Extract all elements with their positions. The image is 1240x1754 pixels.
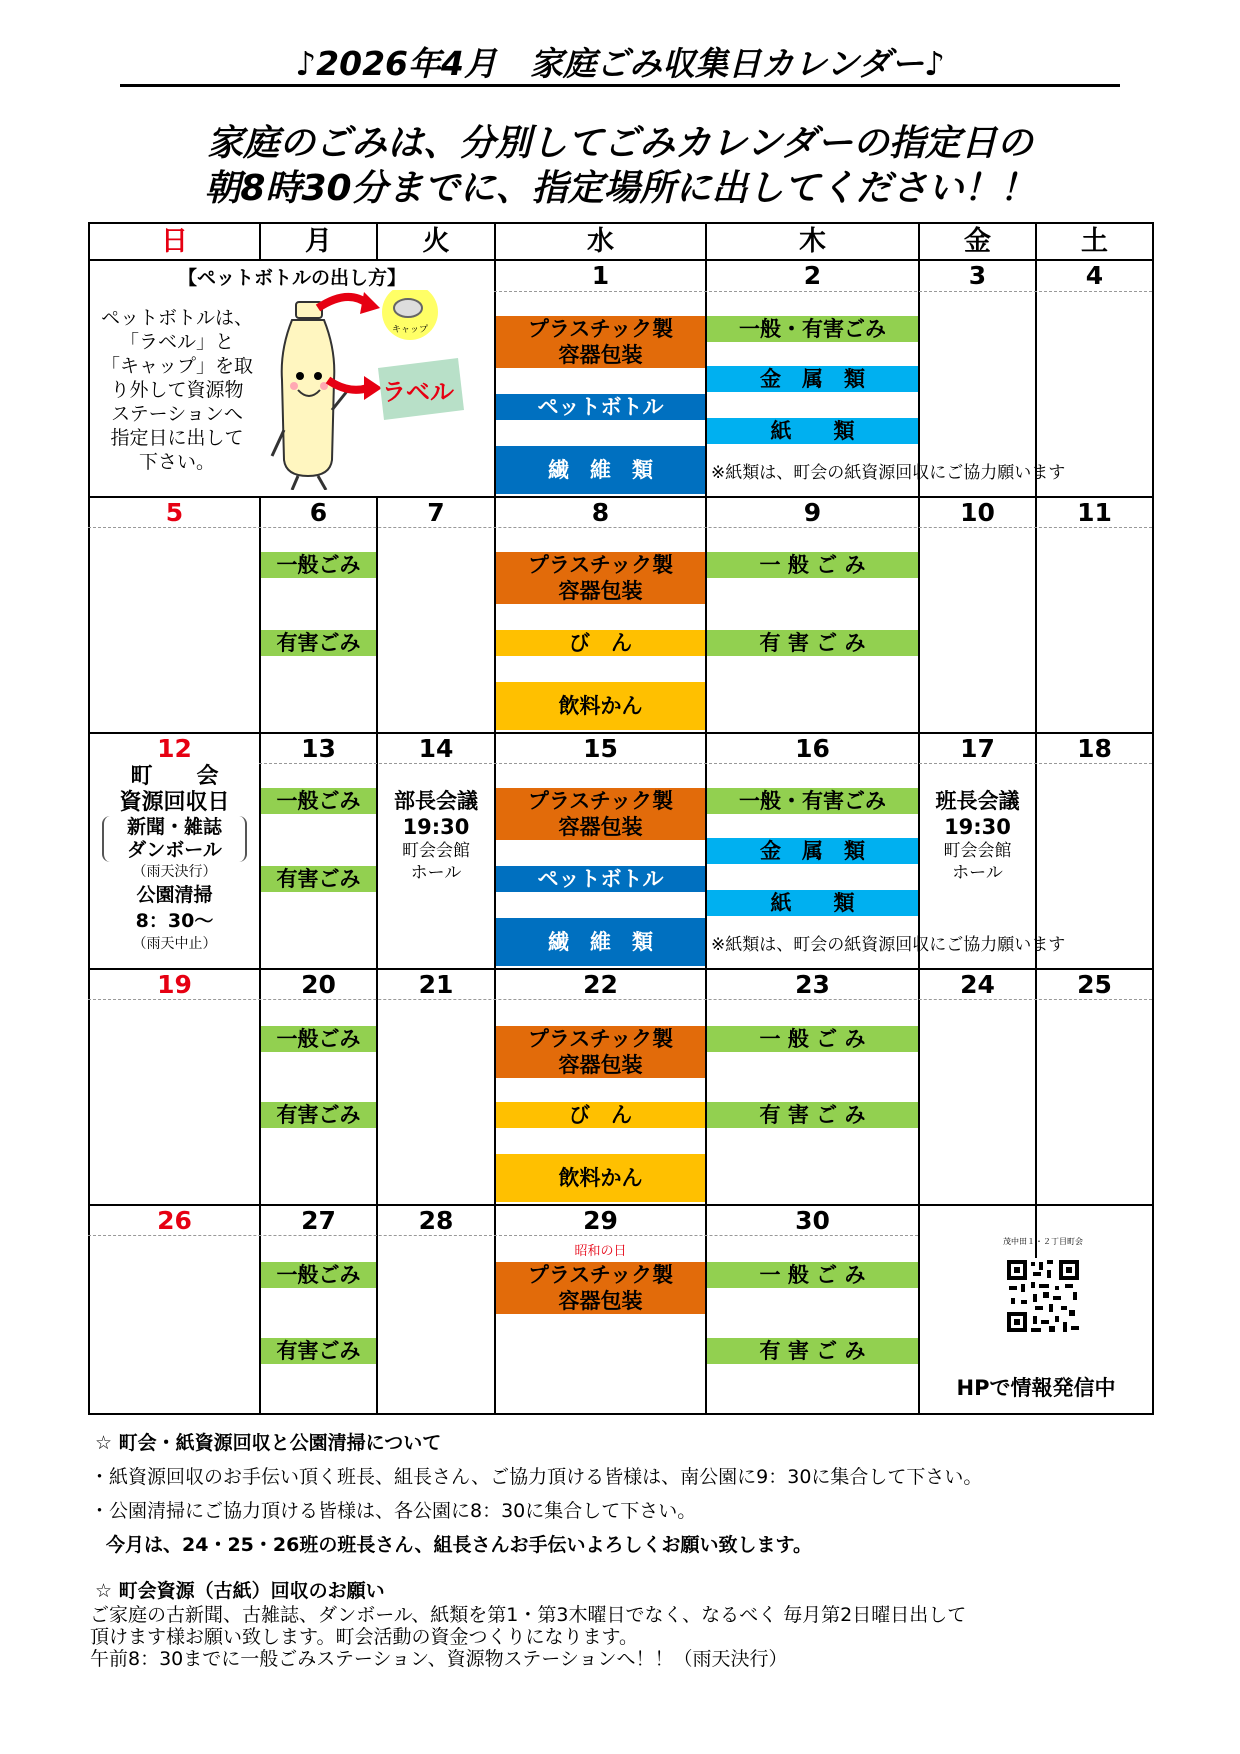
weekday-tue: 火 bbox=[422, 226, 450, 257]
day-30: 30 bbox=[795, 1206, 830, 1235]
qr-block[interactable] bbox=[980, 1236, 1106, 1362]
hazard-band: 有害ごみ bbox=[261, 866, 376, 892]
metal-band: 金 属 類 bbox=[707, 838, 918, 864]
day-13: 13 bbox=[301, 734, 336, 763]
hazard-band: 有害ごみ bbox=[261, 1338, 376, 1364]
day-17: 17 bbox=[960, 734, 995, 763]
day-28: 28 bbox=[418, 1206, 454, 1235]
paper-note: ※紙類は、町会の紙資源回収にご協力願います bbox=[711, 935, 1066, 955]
footer-heading-1: ☆ 町会・紙資源回収と公園清掃について bbox=[95, 1432, 442, 1454]
day-15: 15 bbox=[583, 734, 618, 763]
general-band: 一般ごみ bbox=[261, 788, 376, 814]
day-16: 16 bbox=[795, 734, 830, 763]
hazard-band: 有 害 ご み bbox=[707, 1338, 918, 1364]
resource-event: 町 会 資源回収日 新聞・雑誌 ダンボール （雨天決行） 公園清掃 8：30～ （雨天中止） bbox=[90, 764, 259, 954]
general-band: 一 般 ご み bbox=[707, 1262, 918, 1288]
day-19: 19 bbox=[157, 970, 192, 999]
day-22: 22 bbox=[583, 970, 618, 999]
can-band: 飲料かん bbox=[496, 682, 705, 730]
day-27: 27 bbox=[301, 1206, 336, 1235]
day-7: 7 bbox=[427, 498, 445, 527]
day-18: 18 bbox=[1077, 734, 1112, 763]
day-3: 3 bbox=[968, 261, 987, 290]
plastic-band: プラスチック製 容器包装 bbox=[496, 316, 705, 368]
paper-note: ※紙類は、町会の紙資源回収にご協力願います bbox=[711, 463, 1066, 483]
general-band: 一 般 ご み bbox=[707, 1026, 918, 1052]
fiber-band: 繊 維 類 bbox=[496, 446, 705, 494]
subtitle-line-1: 家庭のごみは、分別してごみカレンダーの指定日の bbox=[207, 123, 1033, 164]
day-20: 20 bbox=[301, 970, 336, 999]
qr-code-icon bbox=[1005, 1258, 1081, 1334]
pet-guide-heading: 【ペットボトルの出し方】 bbox=[177, 267, 406, 289]
paper-band: 紙 類 bbox=[707, 418, 918, 444]
day-8: 8 bbox=[591, 498, 610, 527]
day-14: 14 bbox=[418, 734, 454, 763]
footer-heading-2: ☆ 町会資源（古紙）回収のお願い bbox=[95, 1580, 385, 1602]
bin-band: び ん bbox=[496, 1102, 705, 1128]
general-band: 一般ごみ bbox=[261, 552, 376, 578]
day-6: 6 bbox=[309, 498, 328, 527]
weekday-sat: 土 bbox=[1081, 226, 1108, 257]
weekday-mon: 月 bbox=[305, 226, 332, 257]
pet-bottle-illustration bbox=[268, 290, 490, 490]
general-band: 一般ごみ bbox=[261, 1262, 376, 1288]
day-10: 10 bbox=[960, 498, 995, 527]
bucho-meeting: 部長会議 19:30 町会会館 ホール bbox=[394, 789, 478, 883]
footer-line-6: 午前8：30までに一般ごみステーション、資源物ステーションへ！！（雨天決行） bbox=[90, 1648, 788, 1670]
weekday-sun: 日 bbox=[161, 226, 188, 257]
fiber-band: 繊 維 類 bbox=[496, 918, 705, 966]
footer-line-1: ・紙資源回収のお手伝い頂く班長、組長さん、ご協力頂ける皆様は、南公園に9：30に集合して下さい。 bbox=[90, 1466, 983, 1488]
day-12: 12 bbox=[157, 734, 192, 763]
pet-guide-text: ペットボトルは、 「ラベル」と 「キャップ」を取 り外して資源物 ステーションへ 指定日に出して 下さい。 bbox=[100, 307, 253, 473]
weekday-thu: 木 bbox=[799, 226, 826, 257]
general-hazard-band: 一般・有害ごみ bbox=[707, 316, 918, 342]
hazard-band: 有害ごみ bbox=[261, 1102, 376, 1128]
day-21: 21 bbox=[418, 970, 454, 999]
footer-line-3: 今月は、24・25・26班の班長さん、組長さんお手伝いよろしくお願い致します。 bbox=[106, 1534, 812, 1556]
qr-caption: HPで情報発信中 bbox=[956, 1376, 1116, 1400]
day-2: 2 bbox=[803, 261, 822, 290]
plastic-band: プラスチック製 容器包装 bbox=[496, 1262, 705, 1314]
day-1: 1 bbox=[591, 261, 610, 290]
hazard-band: 有害ごみ bbox=[261, 630, 376, 656]
day-11: 11 bbox=[1077, 498, 1112, 527]
weekday-wed: 水 bbox=[587, 226, 614, 257]
day-25: 25 bbox=[1077, 970, 1112, 999]
general-hazard-band: 一般・有害ごみ bbox=[707, 788, 918, 814]
hancho-meeting: 班長会議 19:30 町会会館 ホール bbox=[935, 789, 1020, 883]
day-5: 5 bbox=[165, 498, 184, 527]
bin-band: び ん bbox=[496, 630, 705, 656]
footer-line-2: ・公園清掃にご協力頂ける皆様は、各公園に8：30に集合して下さい。 bbox=[90, 1500, 697, 1522]
pet-band: ペットボトル bbox=[496, 394, 705, 420]
label-label: ラベル bbox=[382, 378, 454, 406]
day-23: 23 bbox=[795, 970, 830, 999]
day-26: 26 bbox=[157, 1206, 192, 1235]
plastic-band: プラスチック製 容器包装 bbox=[496, 788, 705, 840]
weekday-fri: 金 bbox=[964, 226, 991, 257]
plastic-band: プラスチック製 容器包装 bbox=[496, 1026, 705, 1078]
paper-band: 紙 類 bbox=[707, 890, 918, 916]
day-24: 24 bbox=[960, 970, 995, 999]
day-9: 9 bbox=[803, 498, 822, 527]
hazard-band: 有 害 ご み bbox=[707, 1102, 918, 1128]
pet-band: ペットボトル bbox=[496, 866, 705, 892]
general-band: 一 般 ご み bbox=[707, 552, 918, 578]
qr-ring-text: 茂中田１・２丁目町会 bbox=[1003, 1237, 1083, 1246]
holiday-label: 昭和の日 bbox=[574, 1244, 627, 1259]
metal-band: 金 属 類 bbox=[707, 366, 918, 392]
general-band: 一般ごみ bbox=[261, 1026, 376, 1052]
cap-label: キャップ bbox=[391, 325, 429, 335]
title-underline bbox=[120, 84, 1120, 87]
subtitle-line-2: 朝8時30分までに、指定場所に出してください！！ bbox=[204, 168, 1036, 209]
footer-line-4: ご家庭の古新聞、古雑誌、ダンボール、紙類を第1・第3木曜日でなく、なるべく 毎月第2日曜日出して bbox=[90, 1604, 967, 1626]
day-29: 29 bbox=[583, 1206, 618, 1235]
plastic-band: プラスチック製 容器包装 bbox=[496, 552, 705, 604]
can-band: 飲料かん bbox=[496, 1154, 705, 1202]
day-4: 4 bbox=[1085, 261, 1104, 290]
hazard-band: 有 害 ご み bbox=[707, 630, 918, 656]
footer-line-5: 頂けます様お願い致します。町会活動の資金つくりになります。 bbox=[90, 1626, 638, 1648]
page-title: ♪2026年4月 家庭ごみ収集日カレンダー♪ bbox=[295, 44, 945, 83]
